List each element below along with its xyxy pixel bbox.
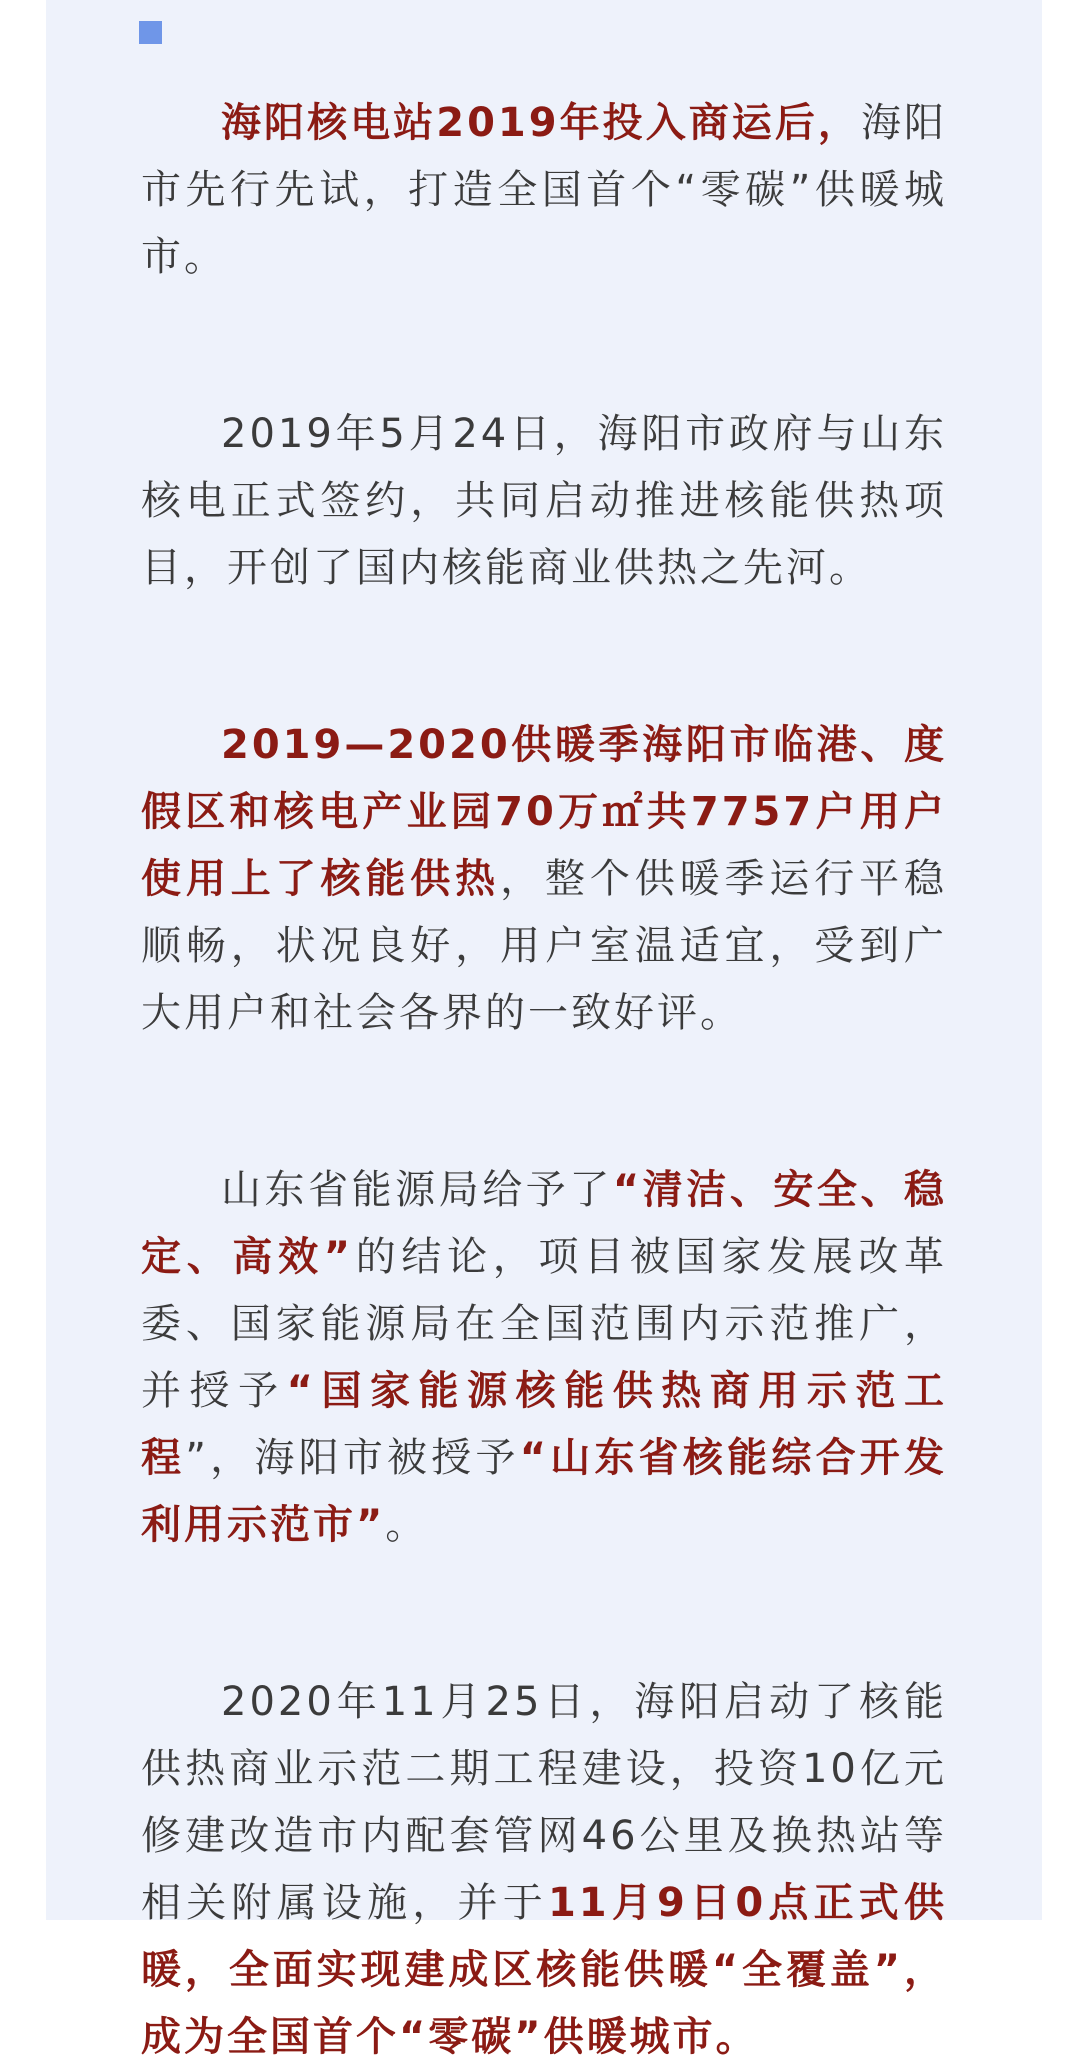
highlight-text: “山东省核能综合开发利用示范市” xyxy=(141,1435,948,1548)
highlight-text: 海阳核电站2019年投入商运后， xyxy=(221,100,861,146)
body-text: 的结论，项目被国家发展改革委、国家能源局在全国范围内示范推广，并授予 xyxy=(141,1234,947,1414)
paragraph-5 xyxy=(141,1669,947,2071)
body-text: 2020年11月25日，海阳启动了核能供热商业示范二期工程建设，投资10亿元修建改造市内配套管网46公里及换热站等相关附属设施，并于 xyxy=(141,1679,947,1926)
highlight-text: 2019—2020供暖季海阳市临港、度假区和核电产业园70万㎡共7757户用户使用上了核能供热 xyxy=(141,722,947,902)
body-text: 山东省能源局给予了 xyxy=(221,1167,613,1213)
article-body xyxy=(141,90,947,2071)
highlight-text: “国家能源核能供热商用示范工程 xyxy=(141,1368,948,1481)
body-text: ，整个供暖季运行平稳顺畅，状况良好，用户室温适宜，受到广大用户和社会各界的一致好评。 xyxy=(141,856,948,1036)
paragraph-3 xyxy=(141,712,947,1047)
square-bullet-icon xyxy=(139,21,162,44)
paragraph-2 xyxy=(141,401,947,602)
paragraph-1 xyxy=(141,90,947,291)
body-text: 海阳市先行先试，打造全国首个“零碳”供暖城市。 xyxy=(141,100,948,280)
paragraph-4 xyxy=(141,1157,947,1559)
highlight-text: 11月9日0点正式供暖，全面实现建成区核能供暖“全覆盖”，成为全国首个“零碳”供暖城市。 xyxy=(141,1880,948,2060)
highlight-text: “清洁、安全、稳定、高效” xyxy=(141,1167,948,1280)
body-text: ”，海阳市被授予 xyxy=(185,1435,520,1481)
body-text: 。 xyxy=(385,1502,429,1548)
body-text: 2019年5月24日，海阳市政府与山东核电正式签约，共同启动推进核能供热项目，开创了国内核能商业供热之先河。 xyxy=(141,411,947,591)
